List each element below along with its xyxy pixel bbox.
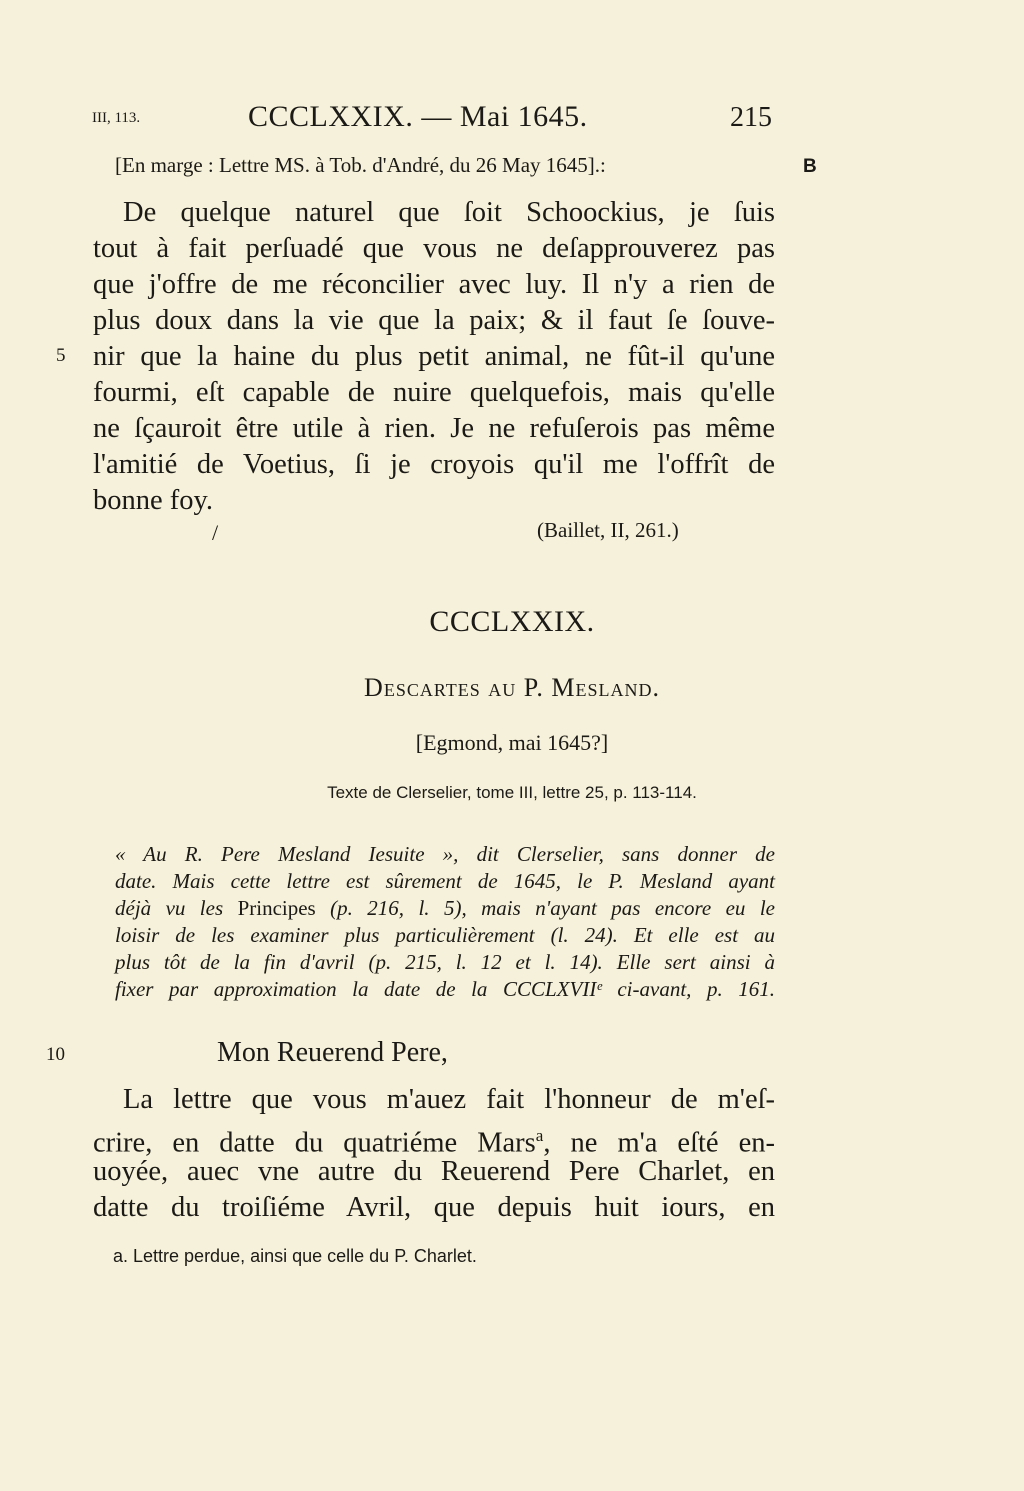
text-line: datte du troiſiéme Avril, que depuis huit iours, en [93,1192,775,1223]
note-line: date. Mais cette lettre est sûrement de 1645, le P. Mesland ayant [115,869,775,893]
note-line: plus tôt de la fin d'avril (p. 215, l. 12 et l. 14). Elle sert ainsi à [115,950,775,974]
letter-number: CCCLXXIX. [429,605,595,638]
note-line: « Au R. Pere Mesland Iesuite », dit Clerselier, sans donner de [115,842,775,866]
volume-page-reference: III, 113. [92,110,141,126]
note-fragment: déjà vu les [115,896,224,920]
slash-mark: / [212,520,219,545]
note-line [115,895,775,922]
text-line: fourmi, eſt capable de nuire quelquefois, mais qu'elle [93,377,775,408]
letter-place-date: [Egmond, mai 1645?] [415,730,609,755]
manuscript-sigil: B [803,156,817,177]
line-number: 10 [46,1044,65,1065]
text-line: l'amitié de Voetius, ſi je croyois qu'il me l'offrît de [93,449,775,480]
text-source: Texte de Clerselier, tome III, lettre 25, p. 113-114. [327,783,697,802]
text-line: bonne foy. [93,485,214,516]
note-line: fixer par approximation la date de la CCCLXVIIᵉ ci-avant, p. 161. [115,977,775,1001]
text-line: La lettre que vous m'auez fait l'honneur de m'eſ- [123,1084,775,1115]
text-line: ne ſçauroit être utile à rien. Je ne refuſerois pas même [93,413,775,444]
line-number: 5 [56,345,66,366]
text-fragment: , ne m'a eſté en- [543,1127,775,1159]
editor-note [115,841,775,1003]
salutation: Mon Reuerend Pere, [217,1037,448,1068]
text-line [93,1118,775,1159]
text-line: que j'offre de me réconcilier avec luy. Il n'y a rien de [93,269,775,300]
footnote: a. Lettre perdue, ainsi que celle du P. Charlet. [113,1246,477,1266]
text-line: nir que la haine du plus petit animal, ne fût-il qu'une [93,341,775,372]
text-line: uoyée, auec vne autre du Reuerend Pere Charlet, en [93,1156,775,1187]
letter-addressee: Descartes au P. Mesland. [364,673,660,702]
text-line: plus doux dans la vie que la paix; & il faut ſe ſouve- [93,305,775,336]
book-title: Principes [237,896,316,920]
footnote-ref: a [535,1126,544,1145]
page-number: 215 [730,102,772,133]
letter-body [93,1082,775,1226]
text-fragment: crire, en datte du quatriéme Mars [93,1127,536,1159]
text-line: tout à fait perſuadé que vous ne deſapprouverez pas [93,233,775,264]
margin-note: [En marge : Lettre MS. à Tob. d'André, du 26 May 1645].: [115,153,606,177]
fragment-source: (Baillet, II, 261.) [537,518,679,542]
text-line: De quelque naturel que ſoit Schoockius, je ſuis [123,197,775,228]
running-header-title: CCCLXXIX. — Mai 1645. [248,100,588,133]
fragment-text [93,195,775,519]
note-fragment: (p. 216, l. 5), mais n'ayant pas encore eu le [330,896,776,920]
note-line: loisir de les examiner plus particulièrement (l. 24). Et elle est au [115,923,775,947]
